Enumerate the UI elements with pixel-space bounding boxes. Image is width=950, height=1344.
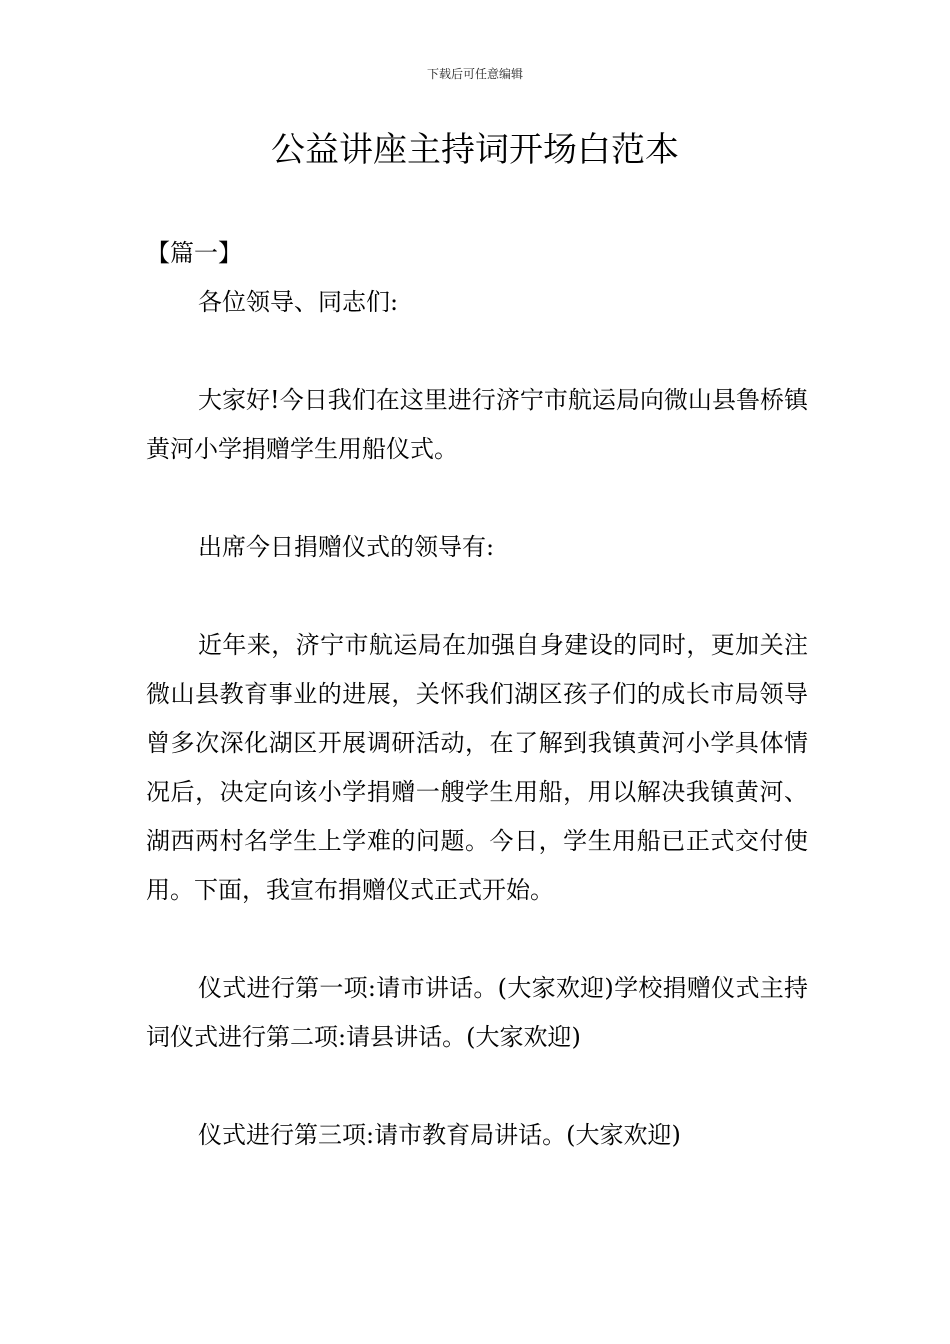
document-title: 公益讲座主持词开场白范本 <box>271 130 679 170</box>
paragraph-attendees: 出席今日捐赠仪式的领导有: <box>198 533 495 561</box>
paragraph-ceremony-items: 仪式进行第一项:请市讲话。(大家欢迎)学校捐赠仪式主持词仪式进行第二项:请县讲话。(大家欢迎) <box>146 974 808 1051</box>
section-heading: 【篇一】 <box>146 239 242 267</box>
page-header-note: 下载后可任意编辑 <box>426 67 523 81</box>
paragraph-greeting: 各位领导、同志们: <box>198 288 399 316</box>
paragraph-spacer <box>146 1062 808 1111</box>
paragraph-spacer <box>146 572 808 621</box>
paragraph-spacer <box>146 474 808 523</box>
paragraph-spacer <box>146 915 808 964</box>
paragraph-background: 近年来，济宁市航运局在加强自身建设的同时，更加关注微山县教育事业的进展，关怀我们湖区孩子们的成长市局领导曾多次深化湖区开展调研活动，在了解到我镇黄河小学具体情况后，决定向该小学捐赠一艘学生用船，用以解决我镇黄河、湖西两村名学生上学难的问题。今日，学生用船已正式交付使用。下面，我宣布捐赠仪式正式开始。 <box>146 631 808 904</box>
paragraph-spacer <box>146 327 808 376</box>
paragraph-welcome: 大家好!今日我们在这里进行济宁市航运局向微山县鲁桥镇黄河小学捐赠学生用船仪式。 <box>146 386 808 463</box>
document-body <box>146 229 808 1160</box>
paragraph-ceremony-item-three: 仪式进行第三项:请市教育局讲话。(大家欢迎) <box>198 1121 681 1149</box>
